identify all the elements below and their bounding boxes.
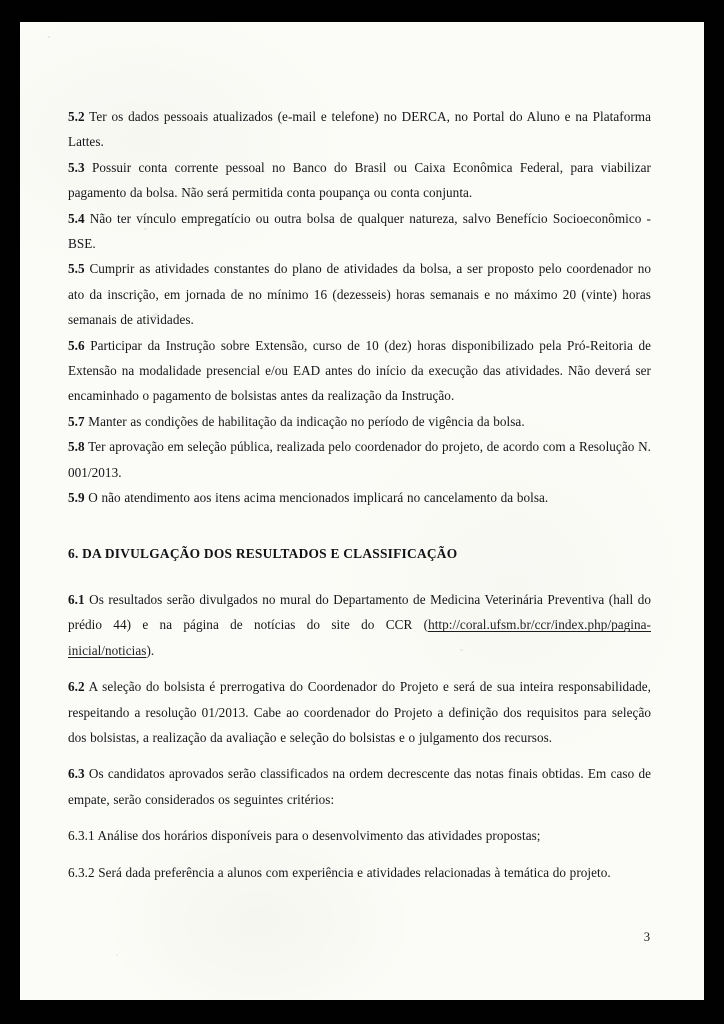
clause-number: 5.6	[68, 337, 85, 353]
spacer	[68, 750, 651, 761]
clause-5-3	[68, 155, 651, 206]
clause-number: 6.3	[68, 766, 85, 782]
clause-5-5	[68, 256, 651, 332]
clause-text: Ter os dados pessoais atualizados (e-mail e telefone) no DERCA, no Portal do Aluno e na Plataforma Lattes.	[68, 109, 651, 150]
clause-text-before-link: Os resultados serão divulgados no mural do Departamento de Medicina Veterinária Preventiva (hall do prédio 44) e na página de notícias do site do CCR (	[68, 591, 651, 633]
clause-number: 5.8	[68, 439, 85, 455]
scanned-page	[20, 22, 704, 1000]
clause-text: Não ter vínculo empregatício ou outra bolsa de qualquer natureza, salvo Benefício Socioeconômico - BSE.	[68, 210, 651, 252]
clause-5-8	[68, 434, 651, 485]
spacer	[68, 812, 651, 823]
clause-text: Possuir conta corrente pessoal no Banco do Brasil ou Caixa Econômica Federal, para viabilizar pagamento da bolsa. Não será permitida conta poupança ou conta conjunta.	[68, 159, 651, 201]
clause-number: 5.5	[68, 261, 85, 277]
clause-number: 6.3.2	[68, 864, 95, 880]
clause-5-6	[68, 333, 651, 409]
clause-number: 5.4	[68, 210, 85, 226]
clause-text: Manter as condições de habilitação da indicação no período de vigência da bolsa.	[84, 413, 525, 429]
section-heading-6: 6. DA DIVULGAÇÃO DOS RESULTADOS E CLASSIFICAÇÃO	[68, 545, 458, 561]
spacer	[68, 663, 651, 674]
clause-6-3	[68, 761, 651, 812]
ccr-noticias-link[interactable]: http://coral.ufsm.br/ccr/index.php/pagina-inicial/noticias	[68, 617, 651, 658]
clause-text-after-link: ).	[146, 642, 155, 658]
clause-6-1	[68, 587, 651, 663]
spacer	[68, 566, 651, 587]
clause-text: Será dada preferência a alunos com experiência e atividades relacionadas à temática do projeto.	[94, 864, 611, 880]
clause-5-7	[68, 409, 651, 434]
clause-text: Ter aprovação em seleção pública, realizada pelo coordenador do projeto, de acordo com a Resolução N. 001/2013.	[68, 439, 651, 480]
clause-number: 5.2	[68, 109, 85, 124]
clause-text: Os candidatos aprovados serão classificados na ordem decrescente das notas finais obtidas. Em caso de empate, serão considerados os seguintes critérios:	[68, 766, 651, 807]
clause-text: O não atendimento aos itens acima mencionados implicará no cancelamento da bolsa.	[84, 490, 549, 506]
clause-number: 6.1	[68, 591, 85, 607]
clause-number: 5.3	[68, 159, 85, 175]
clause-number: 5.9	[68, 490, 85, 506]
scan-speckle	[116, 954, 118, 956]
clause-text: Cumprir as atividades constantes do plano de atividades da bolsa, a ser proposto pelo coordenador no ato da inscrição, em jornada de no mínimo 16 (dezesseis) horas semanais e no máximo 20 (vinte) horas semanais de atividades.	[68, 261, 651, 328]
clause-number: 6.3.1	[68, 828, 95, 844]
scan-speckle	[48, 36, 50, 38]
document-text-column	[68, 104, 651, 885]
clause-number: 5.7	[68, 413, 85, 429]
clause-text: A seleção do bolsista é prerrogativa do Coordenador do Projeto e será de sua inteira responsabilidade, respeitando a resolução 01/2013. Cabe ao coordenador do Projeto a definição dos requisitos para seleção dos bolsistas, a realização da avaliação e seleção do bolsistas e o julgamento dos recursos.	[68, 679, 651, 745]
clause-6-2	[68, 674, 651, 750]
clause-5-2	[68, 104, 651, 155]
clause-5-9	[68, 485, 651, 510]
clause-number: 6.2	[68, 679, 85, 695]
clause-text: Análise dos horários disponíveis para o desenvolvimento das atividades propostas;	[94, 828, 541, 844]
clause-5-4	[68, 206, 651, 257]
page-number: 3	[643, 930, 650, 945]
spacer	[68, 849, 651, 860]
spacer	[68, 511, 651, 541]
clause-6-3-1	[68, 823, 651, 848]
clause-text: Participar da Instrução sobre Extensão, curso de 10 (dez) horas disponibilizado pela Pró-Reitoria de Extensão na modalidade presencial e/ou EAD antes do início da execução das atividades. Não deverá ser encaminhado o pagamento de bolsistas antes da realização da Instrução.	[68, 337, 651, 404]
clause-6-3-2	[68, 860, 651, 885]
